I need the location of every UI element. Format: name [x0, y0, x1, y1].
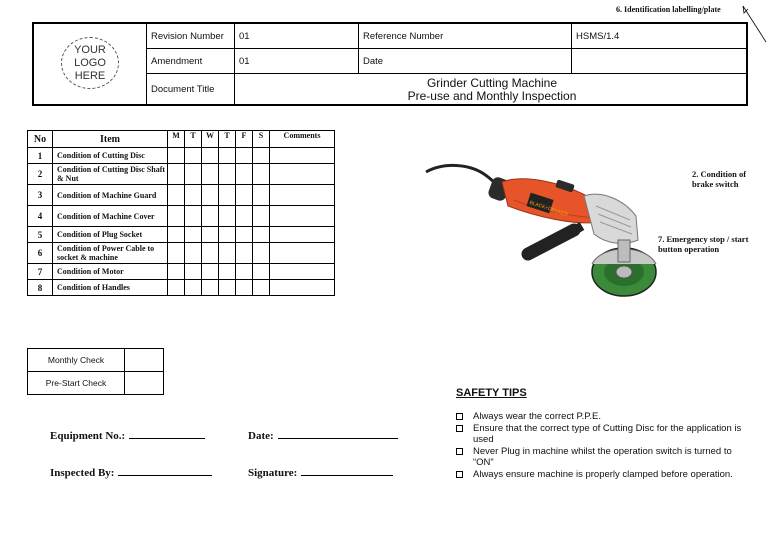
- check-cell[interactable]: [168, 148, 185, 164]
- date-sig-label: Date:: [248, 430, 274, 442]
- reference-label: Reference Number: [359, 24, 572, 49]
- row-number: 4: [28, 206, 53, 227]
- bullet-icon: [456, 471, 463, 478]
- inspected-field: [50, 465, 212, 479]
- revision-label: Revision Number: [147, 24, 235, 49]
- inspected-label: Inspected By:: [50, 467, 115, 479]
- check-cell[interactable]: [168, 243, 185, 264]
- check-cell[interactable]: [168, 227, 185, 243]
- row-item: Condition of Machine Guard: [53, 185, 168, 206]
- check-cell[interactable]: [219, 264, 236, 280]
- prestart-check-label: Pre-Start Check: [28, 372, 125, 395]
- check-cell[interactable]: [202, 280, 219, 296]
- safety-tips-list: [456, 411, 746, 481]
- row-number: 6: [28, 243, 53, 264]
- check-cell[interactable]: [253, 264, 270, 280]
- check-cell[interactable]: [185, 243, 202, 264]
- check-cell[interactable]: [236, 185, 253, 206]
- reference-value: HSMS/1.4: [572, 24, 748, 49]
- brand-label: BLACK+DECKER: [528, 199, 569, 219]
- document-title-label: Document Title: [147, 74, 235, 104]
- amendment-value: 01: [235, 49, 359, 74]
- check-cell[interactable]: [202, 164, 219, 185]
- inspection-checklist: [27, 130, 335, 296]
- col-sat: S: [253, 131, 270, 148]
- signature-label: Signature:: [248, 467, 298, 479]
- comment-cell[interactable]: [270, 164, 335, 185]
- prestart-check-box[interactable]: [125, 372, 164, 395]
- emergency-stop-callout: 7. Emergency stop / start button operation: [658, 234, 749, 254]
- check-cell[interactable]: [236, 206, 253, 227]
- row-item: Condition of Cutting Disc Shaft & Nut: [53, 164, 168, 185]
- equipment-label: Equipment No.:: [50, 430, 126, 442]
- check-cell[interactable]: [185, 164, 202, 185]
- check-cell[interactable]: [185, 280, 202, 296]
- check-cell[interactable]: [236, 164, 253, 185]
- check-cell[interactable]: [168, 264, 185, 280]
- check-cell[interactable]: [253, 148, 270, 164]
- row-item: Condition of Cutting Disc: [53, 148, 168, 164]
- table-row: [28, 206, 335, 227]
- list-item: [456, 423, 746, 445]
- equipment-field: [50, 428, 205, 442]
- row-item: Condition of Machine Cover: [53, 206, 168, 227]
- check-cell[interactable]: [202, 185, 219, 206]
- check-cell[interactable]: [236, 243, 253, 264]
- table-row: [28, 164, 335, 185]
- col-mon: M: [168, 131, 185, 148]
- date-input-line[interactable]: [278, 428, 398, 439]
- document-title: [235, 74, 749, 104]
- check-cell[interactable]: [202, 243, 219, 264]
- signature-input-line[interactable]: [301, 465, 393, 476]
- comment-cell[interactable]: [270, 264, 335, 280]
- document-title-line1: Grinder Cutting Machine: [426, 76, 558, 90]
- check-cell[interactable]: [168, 280, 185, 296]
- row-number: 1: [28, 148, 53, 164]
- check-cell[interactable]: [168, 206, 185, 227]
- document-title-line2: Pre-use and Monthly Inspection: [407, 89, 577, 103]
- logo-cell: [34, 24, 147, 104]
- check-cell[interactable]: [236, 264, 253, 280]
- inspected-input-line[interactable]: [118, 465, 212, 476]
- check-cell[interactable]: [236, 227, 253, 243]
- check-cell[interactable]: [253, 164, 270, 185]
- monthly-check-label: Monthly Check: [28, 349, 125, 372]
- bullet-icon: [456, 425, 463, 432]
- col-item: Item: [53, 131, 168, 148]
- check-cell[interactable]: [202, 227, 219, 243]
- comment-cell[interactable]: [270, 227, 335, 243]
- amendment-label: Amendment: [147, 49, 235, 74]
- table-row: [28, 280, 335, 296]
- row-number: 3: [28, 185, 53, 206]
- date-value: [572, 49, 748, 74]
- check-cell[interactable]: [253, 280, 270, 296]
- list-item: [456, 446, 746, 468]
- check-cell[interactable]: [236, 280, 253, 296]
- monthly-check-box[interactable]: [125, 349, 164, 372]
- comment-cell[interactable]: [270, 280, 335, 296]
- bullet-icon: [456, 413, 463, 420]
- comment-cell[interactable]: [270, 148, 335, 164]
- check-cell[interactable]: [168, 164, 185, 185]
- row-number: 7: [28, 264, 53, 280]
- comment-cell[interactable]: [270, 206, 335, 227]
- identification-callout: 6. Identification labelling/plate: [616, 5, 721, 14]
- check-cell[interactable]: [253, 185, 270, 206]
- comment-cell[interactable]: [270, 243, 335, 264]
- bullet-icon: [456, 448, 463, 455]
- tip-text: Never Plug in machine whilst the operation switch is turned to “ON”: [473, 446, 732, 468]
- tip-text: Always wear the correct P.P.E.: [473, 411, 601, 422]
- check-cell[interactable]: [219, 243, 236, 264]
- check-cell[interactable]: [219, 185, 236, 206]
- table-row: [28, 264, 335, 280]
- table-row: [28, 185, 335, 206]
- row-number: 5: [28, 227, 53, 243]
- check-cell[interactable]: [168, 185, 185, 206]
- logo-placeholder: YOUR LOGO HERE: [61, 37, 119, 89]
- row-number: 2: [28, 164, 53, 185]
- col-no: No: [28, 131, 53, 148]
- tip-text: Ensure that the correct type of Cutting Disc for the application is used: [473, 423, 742, 445]
- col-wed: W: [202, 131, 219, 148]
- check-cell[interactable]: [253, 206, 270, 227]
- check-cell[interactable]: [219, 164, 236, 185]
- date-label: Date: [359, 49, 572, 74]
- row-number: 8: [28, 280, 53, 296]
- col-fri: F: [236, 131, 253, 148]
- table-row: [28, 148, 335, 164]
- col-tue: T: [185, 131, 202, 148]
- list-item: [456, 411, 746, 422]
- col-thu: T: [219, 131, 236, 148]
- check-cell[interactable]: [236, 148, 253, 164]
- check-cell[interactable]: [202, 264, 219, 280]
- safety-tips-title: SAFETY TIPS: [456, 387, 527, 399]
- check-cell[interactable]: [219, 206, 236, 227]
- comment-cell[interactable]: [270, 185, 335, 206]
- check-cell[interactable]: [185, 227, 202, 243]
- check-cell[interactable]: [202, 206, 219, 227]
- check-cell[interactable]: [185, 185, 202, 206]
- equipment-input-line[interactable]: [129, 428, 205, 439]
- check-cell[interactable]: [219, 280, 236, 296]
- table-row: [28, 243, 335, 264]
- row-item: Condition of Plug Socket: [53, 227, 168, 243]
- signature-field: [248, 465, 393, 479]
- document-header: [32, 22, 748, 106]
- date-field: [248, 428, 398, 442]
- row-item: Condition of Power Cable to socket & machine: [53, 243, 168, 264]
- brake-switch-callout: 2. Condition of brake switch: [692, 169, 747, 189]
- check-type-table: [27, 348, 164, 395]
- check-cell[interactable]: [185, 148, 202, 164]
- row-item: Condition of Motor: [53, 264, 168, 280]
- row-item: Condition of Handles: [53, 280, 168, 296]
- revision-value: 01: [235, 24, 359, 49]
- table-row: [28, 227, 335, 243]
- angle-grinder-image: [424, 160, 660, 305]
- tip-text: Always ensure machine is properly clamped before operation.: [473, 469, 733, 480]
- check-cell[interactable]: [253, 243, 270, 264]
- check-cell[interactable]: [219, 148, 236, 164]
- list-item: [456, 469, 746, 480]
- check-cell[interactable]: [202, 148, 219, 164]
- col-comments: Comments: [270, 131, 335, 148]
- check-cell[interactable]: [185, 264, 202, 280]
- check-cell[interactable]: [253, 227, 270, 243]
- check-cell[interactable]: [219, 227, 236, 243]
- check-cell[interactable]: [185, 206, 202, 227]
